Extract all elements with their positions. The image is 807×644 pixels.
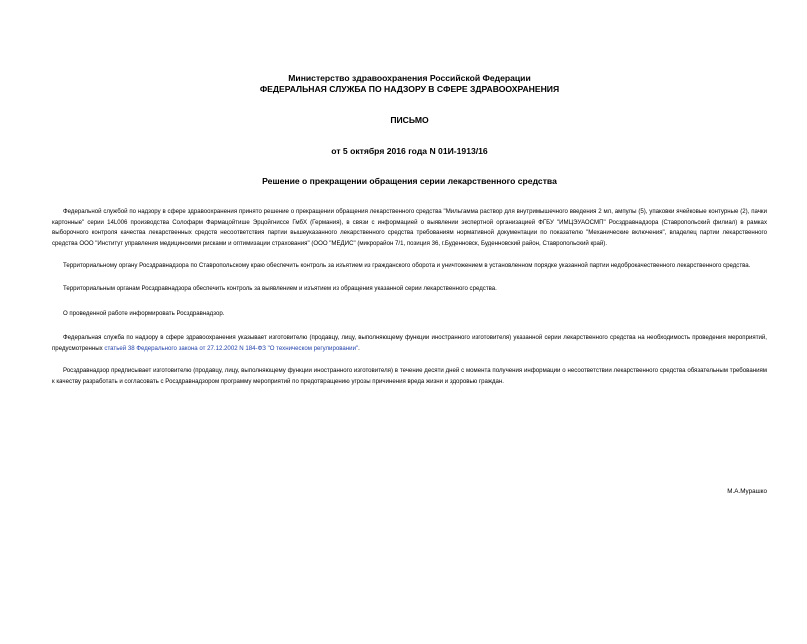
paragraph-territorial-stavropol: Территориальному органу Росздравнадзора по Ставропольскому краю обеспечить контроль за изъятием из гражданского оборота и уничтожением в установленном порядке указанной партии недоброкачественного лекарственного средства. <box>63 262 751 270</box>
document-body <box>52 207 767 388</box>
paragraph-manufacturer-notice-text: Федеральная служба по надзору в сфере здравоохранения указывает изготовителю (продавцу, лицу, выполняющему функции иностранного изготовителя) указанной серии лекарственного средства на необходимость проведения мероприятий, предусмотренных <box>52 334 767 352</box>
paragraph-territorial-bodies: Территориальным органам Росздравнадзора обеспечить контроль за выявлением и изъятием из обращения указанной серии лекарственного средства. <box>63 284 497 292</box>
document-header <box>52 73 767 95</box>
paragraph-manufacturer-notice <box>52 333 767 354</box>
document-type: ПИСЬМО <box>390 115 429 125</box>
signature: М.А.Мурашко <box>727 488 767 495</box>
paragraph-prescription: Росздравнадзор предписывает изготовителю (продавцу, лицу, выполняющему функции иностранного изготовителя) в течение десяти дней с момента получения информации о несоответствии лекарственного средства обязательным требованиям к качеству разработать и согласовать с Росздравнадзором программу мероприятий по предотвращению угрозы причинения вреда жизни и здоровью граждан. <box>52 367 767 385</box>
service-name: ФЕДЕРАЛЬНАЯ СЛУЖБА ПО НАДЗОРУ В СФЕРЕ ЗДРАВООХРАНЕНИЯ <box>259 84 560 94</box>
document-page <box>0 73 807 644</box>
paragraph-report: О проведенной работе информировать Росздравнадзор. <box>63 309 225 317</box>
ministry-name: Министерство здравоохранения Российской Федерации <box>288 73 531 83</box>
paragraph-decision: Федеральной службой по надзору в сфере здравоохранения принято решение о прекращении обращения лекарственного средства "Мильгамма раствор для внутримышечного введения 2 мл, ампулы (5), упаковки ячейковые контурные (2), пачки картонные" серии 14L006 производства Солофарм Фармацойтише Эрцойгниссе ГмбХ (Германия), в связи с информацией о выявлении экспертной организацией ФГБУ "ИМЦЭУАОСМП" Росздравнадзора (Ставропольский филиал) в рамках выборочного контроля качества лекарственных средств несоответствия партии вышеуказанного лекарственного средства требованиям нормативной документации по показателю "Механические включения", владелец партии лекарственного средства ООО "Институт управления медицинскими рисками и оптимизации страхования" (ООО "МЕДИС" (микрорайон 7/1, позиция 36, г.Буденновск, Буденновский район, Ставропольский край). <box>52 208 767 247</box>
paragraph-manufacturer-notice-end: . <box>358 344 360 352</box>
document-date-number: от 5 октября 2016 года N 01И-1913/16 <box>331 146 488 156</box>
document-subject: Решение о прекращении обращения серии лекарственного средства <box>262 176 557 186</box>
law-article-link[interactable]: статьей 38 Федерального закона от 27.12.2002 N 184-ФЗ "О техническом регулировании" <box>104 344 359 352</box>
